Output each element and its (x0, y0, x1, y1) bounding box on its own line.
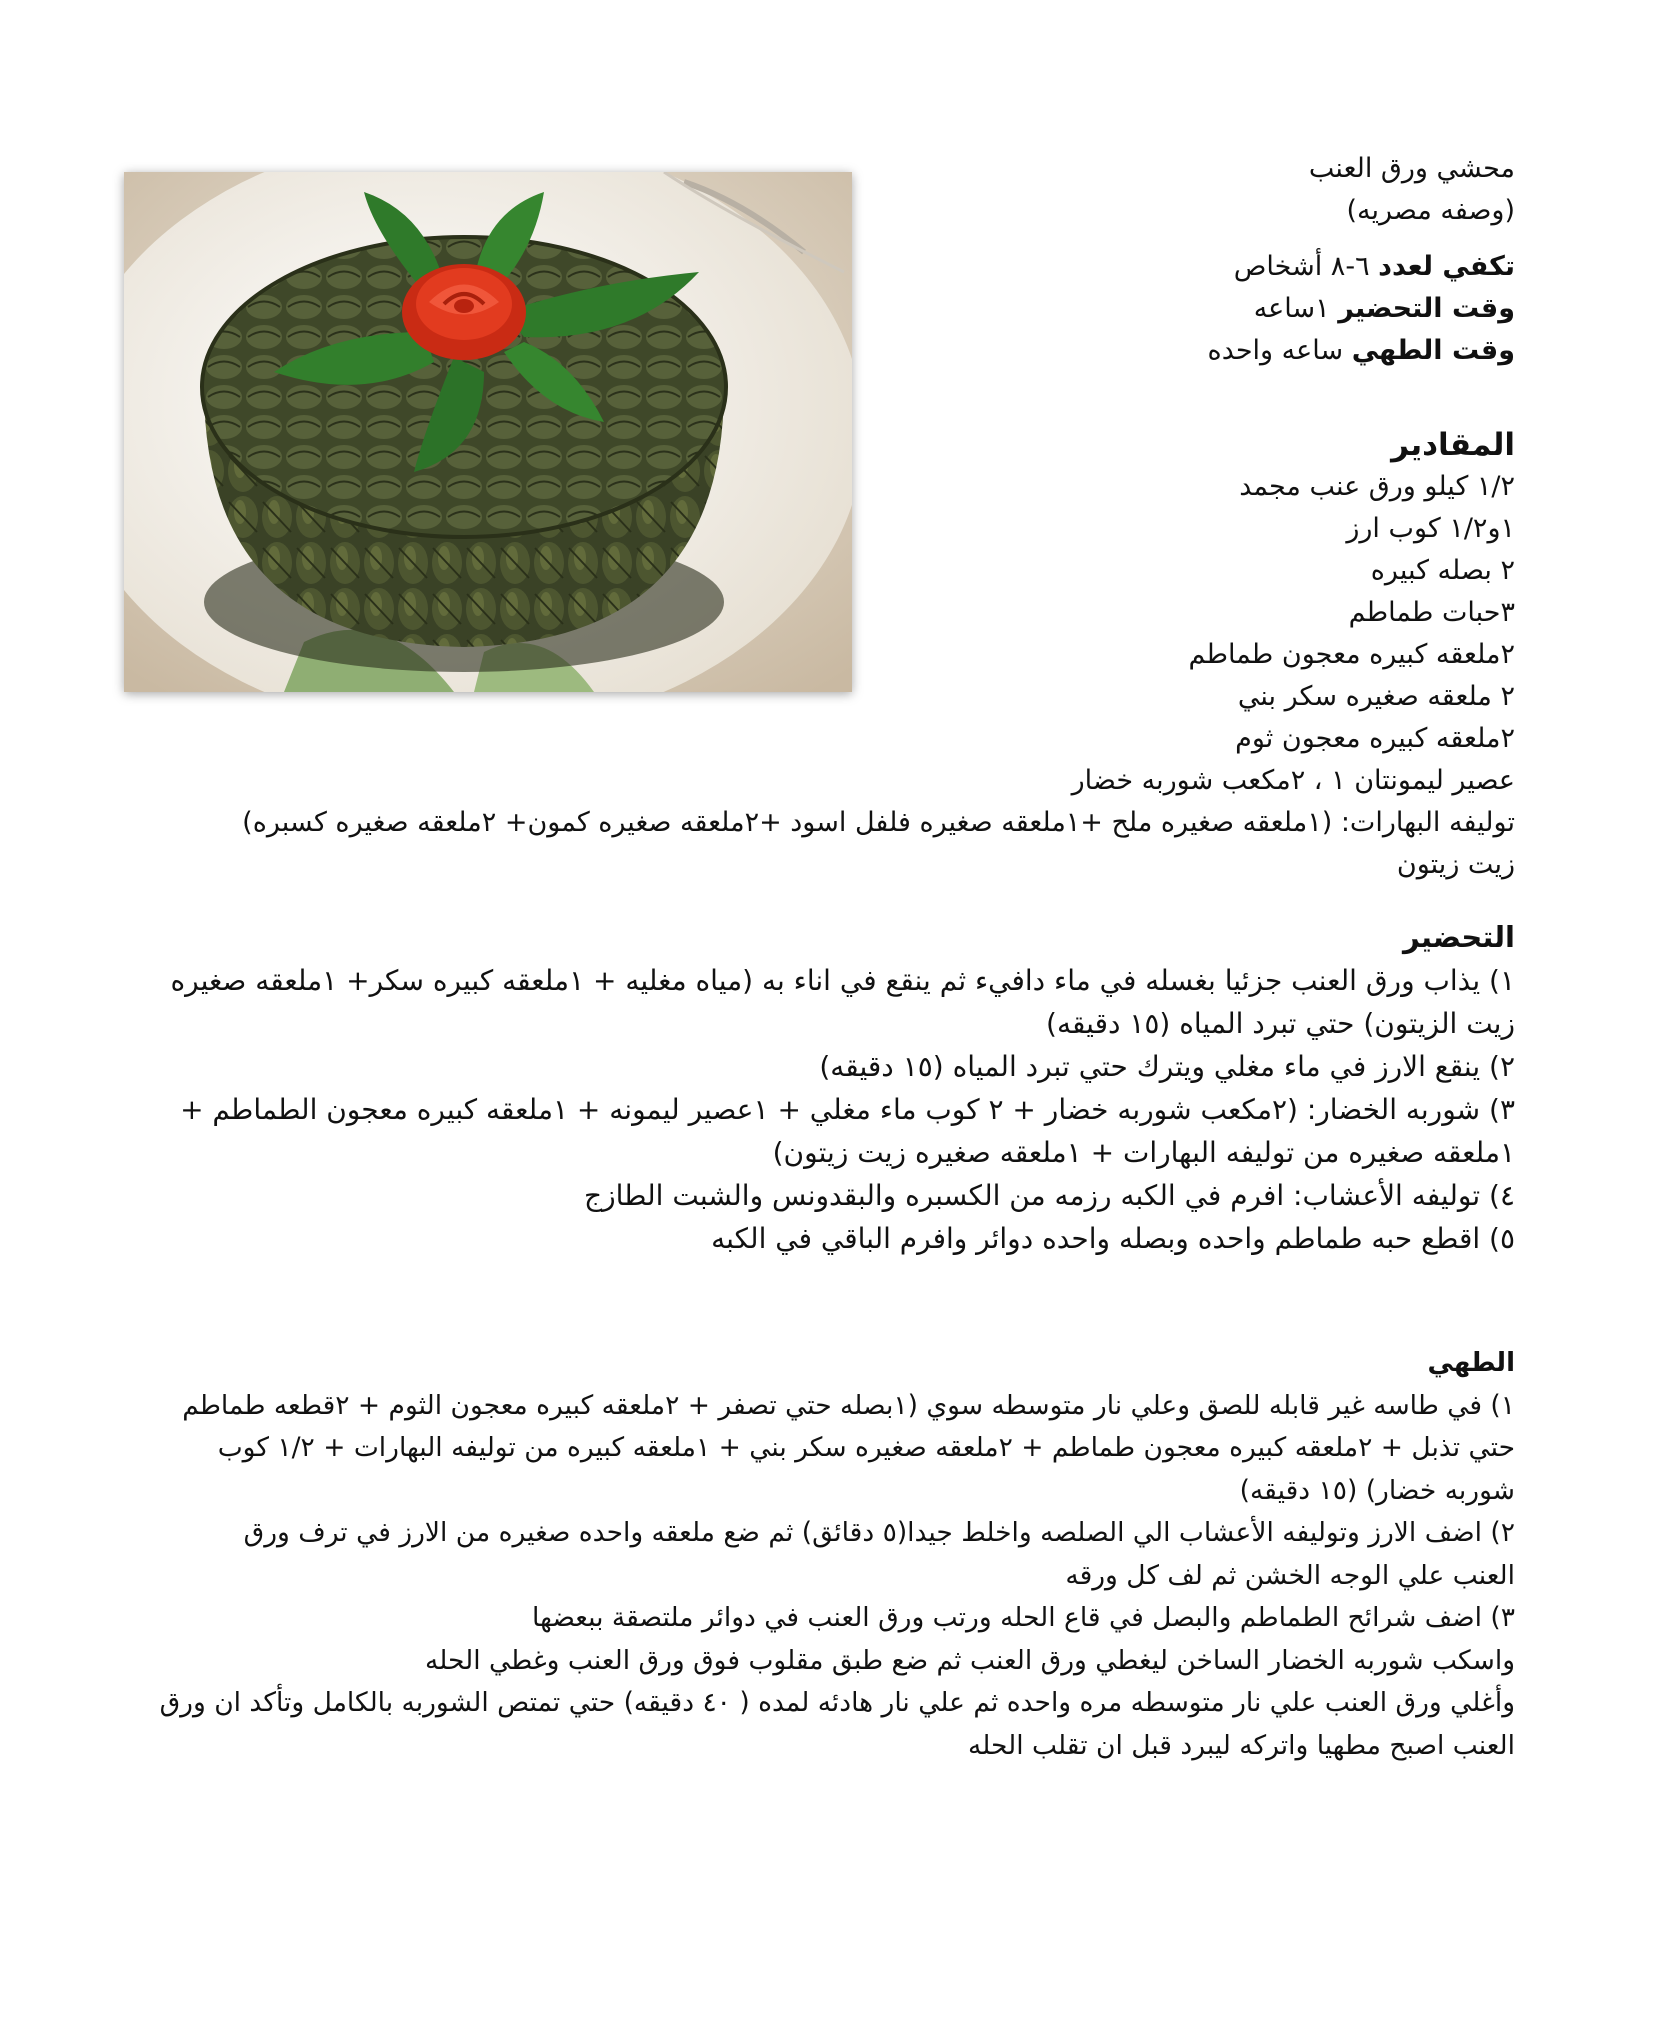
ingredient-item: ١/٢ كيلو ورق عنب مجمد (1239, 471, 1515, 502)
cooking-line: وأغلي ورق العنب علي نار متوسطه مره واحده ثم علي نار هادئه لمده ( ٤٠ دقيقه) حتي تمتص الشوربه بالكامل وتأكد ان ورق (159, 1687, 1515, 1718)
preparation-line: ١ملعقه صغيره من توليفه البهارات + ١ملعقه صغيره زيت زيتون) (772, 1136, 1515, 1169)
serves-line (1208, 246, 1515, 288)
ingredient-item: توليفه البهارات: (١ملعقه صغيره ملح +١ملعقه صغيره فلفل اسود +٢ملعقه صغيره كمون+ ٢ملعقه صغيره كسبره) (242, 807, 1515, 838)
preparation-heading: التحضير (1402, 920, 1515, 954)
cooking-line: ٣) اضف شرائح الطماطم والبصل في قاع الحله ورتب ورق العنب في دوائر ملتصقة ببعضها (532, 1602, 1515, 1633)
prep-time-line (1208, 288, 1515, 330)
serves-value: ٦-٨ أشخاص (1233, 251, 1370, 282)
cooking-line: شوربه خضار) (١٥ دقيقه) (1239, 1474, 1515, 1506)
ingredient-item: ١و١/٢ كوب ارز (1346, 513, 1515, 544)
cooking-line: العنب علي الوجه الخشن ثم لف كل ورقه (1065, 1559, 1515, 1591)
cook-time-label: وقت الطهي (1351, 335, 1515, 366)
recipe-intro (1208, 148, 1515, 372)
ingredient-item: عصير ليمونتان ١ ، ٢مكعب شوربه خضار (1071, 765, 1515, 796)
preparation-line: ٢) ينقع الارز في ماء مغلي ويترك حتي تبرد المياه (١٥ دقيقه) (819, 1050, 1515, 1083)
preparation-line: ٤) توليفه الأعشاب: افرم في الكبه رزمه من الكسبره والبقدونس والشبت الطازج (584, 1179, 1515, 1212)
prep-time-label: وقت التحضير (1338, 293, 1515, 324)
cook-time-line (1208, 330, 1515, 372)
ingredient-item: زيت زيتون (1396, 849, 1515, 880)
recipe-title: محشي ورق العنب (1308, 153, 1515, 184)
ingredients-section (242, 424, 1515, 886)
recipe-subtitle: (وصفه مصريه) (1346, 195, 1515, 226)
preparation-section (170, 916, 1515, 1260)
cooking-line: ١) في طاسه غير قابله للصق وعلي نار متوسطه سوي (١بصله حتي تصفر + ٢ملعقه كبيره معجون الثوم + ٢قطعه طماطم (182, 1389, 1515, 1421)
serves-label: تكفي لعدد (1378, 251, 1515, 282)
cooking-section (160, 1342, 1515, 1767)
ingredient-item: ٢ ملعقه صغيره سكر بني (1237, 681, 1515, 712)
ingredient-item: ٢ملعقه كبيره معجون ثوم (1235, 723, 1515, 754)
cooking-line: العنب اصبح مطهيا واتركه ليبرد قبل ان تقلب الحله (968, 1729, 1515, 1761)
ingredient-item: ٢ملعقه كبيره معجون طماطم (1188, 639, 1515, 670)
preparation-line: ٣) شوربه الخضار: (٢مكعب شوربه خضار + ٢ كوب ماء مغلي + ١عصير ليمونه + ١ملعقه كبيره معجون الطماطم + (180, 1093, 1515, 1126)
cooking-line: حتي تذبل + ٢ملعقه كبيره معجون طماطم + ٢ملعقه صغيره سكر بني + ١ملعقه كبيره من توليفه البهارات + ١/٢ كوب (217, 1432, 1515, 1463)
prep-time-value: ١ساعه (1253, 293, 1330, 324)
ingredient-item: ٣حبات طماطم (1348, 597, 1515, 628)
cooking-heading: الطهي (1427, 1348, 1515, 1378)
ingredients-heading: المقادير (1391, 427, 1515, 463)
spacer (1208, 232, 1515, 246)
ingredient-item: ٢ بصله كبيره (1370, 555, 1515, 586)
cooking-line: ٢) اضف الارز وتوليفه الأعشاب الي الصلصه واخلط جيدا(٥ دقائق) ثم ضع ملعقه واحده صغيره من الارز في ترف ورق (243, 1517, 1515, 1548)
cook-time-value: ساعه واحده (1207, 335, 1344, 366)
preparation-line: ٥) اقطع حبه طماطم واحده وبصله واحده دوائر وافرم الباقي في الكبه (711, 1222, 1515, 1255)
preparation-line: زيت الزيتون) حتي تبرد المياه (١٥ دقيقه) (1046, 1007, 1515, 1040)
preparation-line: ١) يذاب ورق العنب جزئيا بغسله في ماء دافيء ثم ينقع في اناء به (مياه مغليه + ١ملعقه كبيره سكر+ ١ملعقه صغيره (170, 964, 1515, 997)
cooking-line: واسكب شوربه الخضار الساخن ليغطي ورق العنب ثم ضع طبق مقلوب فوق ورق العنب وغطي الحله (425, 1644, 1515, 1676)
